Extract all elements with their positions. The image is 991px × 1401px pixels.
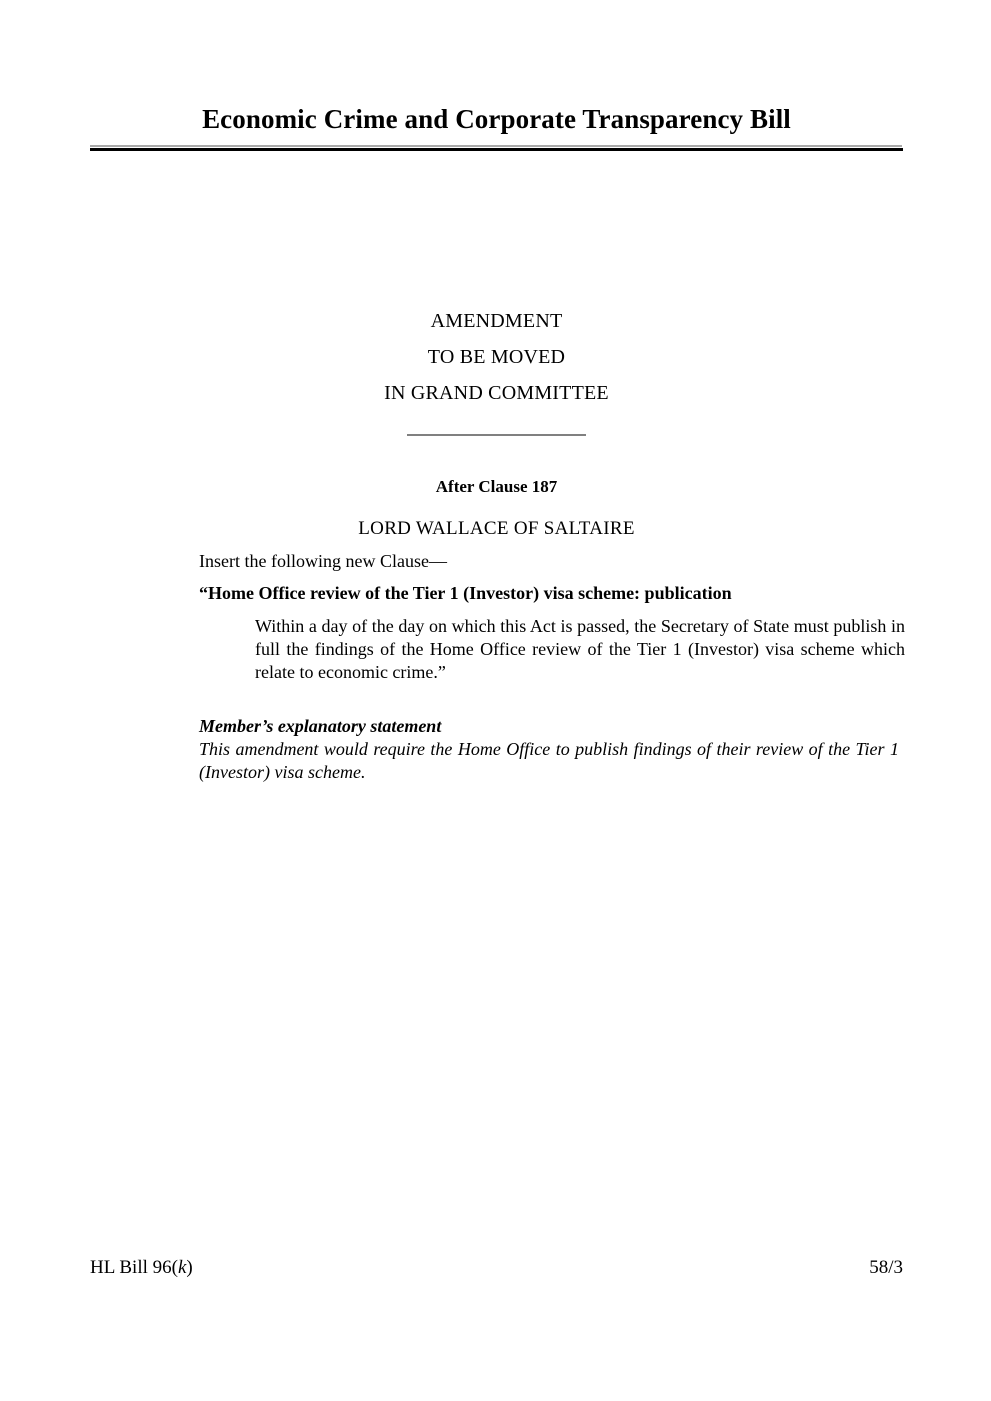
document-header — [90, 104, 903, 151]
bill-reference-letter: k — [177, 1257, 187, 1278]
page-title: Economic Crime and Corporate Transparency Bill — [202, 104, 791, 134]
explanatory-statement-text: This amendment would require the Home Office to publish findings of their review of the Tier 1 (Investor) visa scheme. — [199, 739, 899, 782]
bill-reference — [90, 1257, 193, 1279]
preamble-line-in-grand-committee: IN GRAND COMMITTEE — [384, 382, 609, 404]
header-rule-thin — [90, 145, 902, 147]
clause-body-text: Within a day of the day on which this Act is passed, the Secretary of State must publish in full the findings of the Home Office review of the Tier 1 (Investor) visa scheme which relate to economic crime.” — [255, 616, 905, 682]
preamble-line-amendment: AMENDMENT — [430, 310, 563, 332]
section-divider — [407, 434, 586, 436]
explanatory-statement-block — [199, 714, 899, 784]
amendment-body — [199, 548, 905, 784]
bill-reference-suffix: ) — [186, 1257, 193, 1278]
bill-reference-prefix: HL Bill 96( — [90, 1257, 178, 1278]
new-clause-title: “Home Office review of the Tier 1 (Investor) visa scheme: publication — [199, 583, 732, 603]
page-number: 58/3 — [869, 1257, 903, 1278]
header-rule-thick — [90, 148, 903, 151]
preamble-block — [90, 303, 903, 436]
header-rule-group — [90, 145, 903, 151]
divider-wrapper — [90, 434, 903, 436]
member-name: LORD WALLACE OF SALTAIRE — [358, 518, 635, 539]
page-footer — [90, 1257, 903, 1279]
insert-instruction: Insert the following new Clause— — [199, 551, 447, 571]
explanatory-statement-label: Member’s explanatory statement — [199, 716, 442, 736]
preamble-line-to-be-moved: TO BE MOVED — [427, 346, 566, 368]
clause-heading: After Clause 187 — [435, 477, 558, 496]
